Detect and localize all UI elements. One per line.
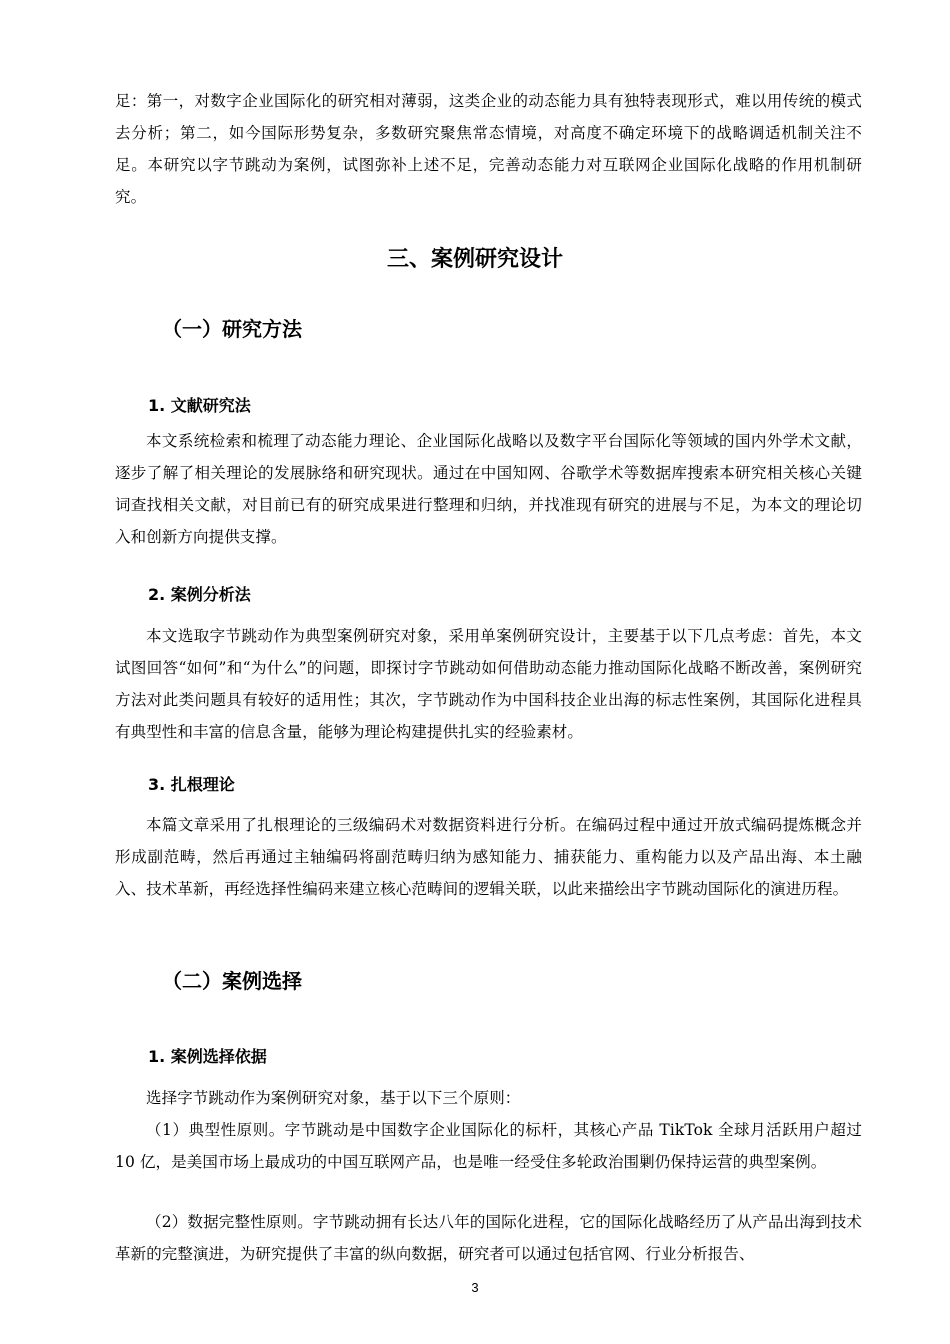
subsection-heading-case-selection: （二）案例选择: [162, 969, 302, 993]
heading-grounded-theory: 3. 扎根理论: [148, 775, 235, 794]
paragraph-case-analysis: 本文选取字节跳动作为典型案例研究对象，采用单案例研究设计，主要基于以下几点考虑：首先，本文试图回答“如何”和“为什么”的问题，即探讨字节跳动如何借助动态能力推动国际化战略不断改善，案例研究方法对此类问题具有较好的适用性；其次，字节跳动作为中国科技企业出海的标志性案例，其国际化进程具有典型性和丰富的信息含量，能够为理论构建提供扎实的经验素材。: [115, 627, 862, 741]
section-heading-case-study-design: 三、案例研究设计: [386, 247, 563, 272]
paragraph-data-completeness-principle: （2）数据完整性原则。字节跳动拥有长达八年的国际化进程，它的国际化战略经历了从产品出海到技术革新的完整演进，为研究提供了丰富的纵向数据，研究者可以通过包括官网、行业分析报告、: [115, 1213, 862, 1263]
page-number: 3: [471, 1280, 479, 1295]
paragraph-grounded-theory: 本篇文章采用了扎根理论的三级编码术对数据资料进行分析。在编码过程中通过开放式编码提炼概念并形成副范畴，然后再通过主轴编码将副范畴归纳为感知能力、捕获能力、重构能力以及产品出海、本土融入、技术革新，再经选择性编码来建立核心范畴间的逻辑关联，以此来描绘出字节跳动国际化的演进历程。: [115, 816, 862, 898]
heading-case-selection-basis: 1. 案例选择依据: [148, 1047, 267, 1066]
heading-literature-research: 1. 文献研究法: [148, 396, 251, 415]
paragraph-intro-continuation: 足：第一，对数字企业国际化的研究相对薄弱，这类企业的动态能力具有独特表现形式，难以用传统的模式去分析；第二，如今国际形势复杂，多数研究聚焦常态情境，对高度不确定环境下的战略调适机制关注不足。本研究以字节跳动为案例，试图弥补上述不足，完善动态能力对互联网企业国际化战略的作用机制研究。: [115, 92, 862, 206]
paragraph-typicality-principle: （1）典型性原则。字节跳动是中国数字企业国际化的标杆，其核心产品 TikTok 全球月活跃用户超过 10 亿，是美国市场上最成功的中国互联网产品，也是唯一经受住多轮政治围剿仍保持运营的典型案例。: [115, 1121, 862, 1171]
heading-case-analysis: 2. 案例分析法: [148, 585, 251, 604]
subsection-heading-research-methods: （一）研究方法: [162, 317, 302, 341]
paragraph-selection-intro: 选择字节跳动作为案例研究对象，基于以下三个原则：: [146, 1089, 521, 1107]
paragraph-literature-research: 本文系统检索和梳理了动态能力理论、企业国际化战略以及数字平台国际化等领域的国内外学术文献，逐步了解了相关理论的发展脉络和研究现状。通过在中国知网、谷歌学术等数据库搜索本研究相关核心关键词查找相关文献，对目前已有的研究成果进行整理和归纳，并找准现有研究的进展与不足，为本文的理论切入和创新方向提供支撑。: [115, 432, 862, 546]
